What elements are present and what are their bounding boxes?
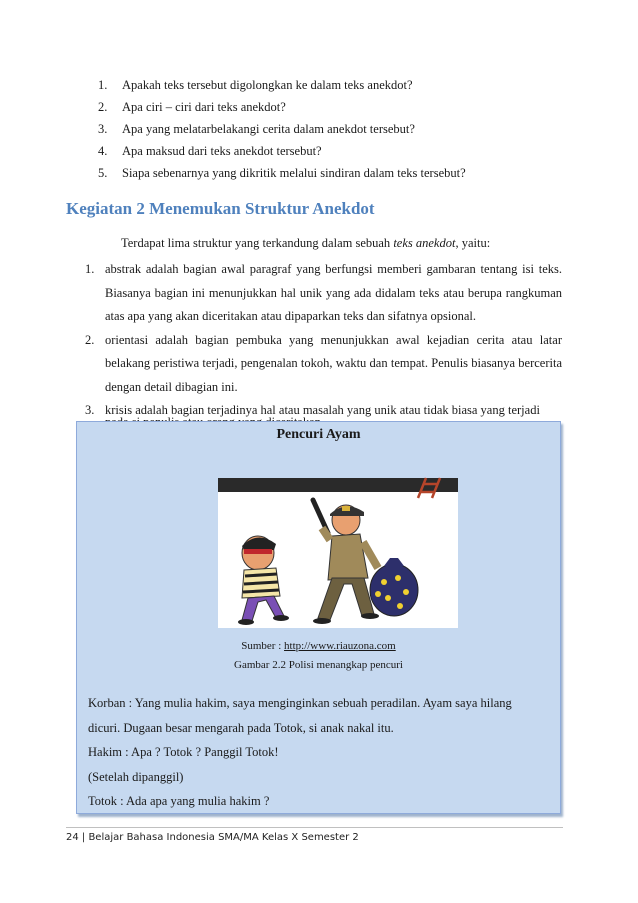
image-source [77, 640, 560, 652]
question-item [98, 96, 578, 118]
intro-text-end: , yaitu: [455, 236, 491, 250]
dialog-text [88, 691, 548, 814]
dialog-line: dicuri. Dugaan besar mengarah pada Totok, si anak nakal itu. [88, 720, 394, 735]
structure-text: abstrak adalah bagian awal paragraf yang berfungsi memberi gambaran tentang isi teks. Biasanya bagian ini menunjukkan hal unik yang ada didalam teks atau berupa rangkuman atas apa yang akan diceritakan atau dipaparkan teks dan sifatnya opsional. [105, 262, 562, 323]
structure-text: krisis adalah bagian terjadinya hal atau masalah yang unik atau tidak biasa yang terjadi [105, 403, 540, 417]
dialog-line: (Setelah dipanggil) [88, 769, 184, 784]
question-text: Apakah teks tersebut digolongkan ke dalam teks anekdot? [122, 78, 413, 92]
structure-item [85, 258, 562, 329]
question-item [98, 162, 578, 184]
question-number: 5. [98, 166, 108, 180]
question-item [98, 74, 578, 96]
figure-caption: Gambar 2.2 Polisi menangkap pencuri [234, 659, 403, 671]
question-number: 4. [98, 144, 108, 158]
structure-number: 2. [85, 332, 95, 347]
section-heading: Kegiatan 2 Menemukan Struktur Anekdot [66, 199, 375, 218]
intro-paragraph [121, 236, 490, 251]
dialog-line: Korban : Yang mulia hakim, saya menginginkan sebuah peradilan. Ayam saya hilang [88, 696, 512, 710]
question-text: Apa maksud dari teks anekdot tersebut? [122, 144, 322, 158]
dialog-line: Totok : Ada apa yang mulia hakim ? [88, 794, 270, 808]
intro-italic-term: teks anekdot [393, 236, 456, 250]
question-text: Apa yang melatarbelakangi cerita dalam anekdot tersebut? [122, 122, 415, 136]
intro-text: Terdapat lima struktur yang terkandung dalam sebuah [121, 236, 394, 250]
question-item [98, 140, 578, 162]
anecdote-box [76, 421, 561, 814]
structure-number: 1. [85, 262, 95, 276]
page-footer: 24 | Belajar Bahasa Indonesia SMA/MA Kelas X Semester 2 [66, 832, 359, 843]
structure-list [85, 258, 562, 423]
footer-divider [66, 827, 563, 828]
source-prefix: Sumber : [241, 640, 285, 652]
question-number: 3. [98, 122, 108, 136]
question-text: Siapa sebenarnya yang dikritik melalui sindiran dalam teks tersebut? [122, 166, 466, 180]
question-item [98, 118, 578, 140]
police-thief-illustration [218, 478, 458, 628]
question-list [98, 74, 578, 184]
question-number: 2. [98, 100, 108, 114]
structure-text: orientasi adalah bagian pembuka yang menunjukkan awal kejadian cerita atau latar belakang peristiwa terjadi, pengenalan tokoh, waktu dan tempat. Penulis biasanya bercerita dengan detail dibagian ini. [105, 332, 562, 394]
question-number: 1. [98, 78, 108, 92]
question-text: Apa ciri – ciri dari teks anekdot? [122, 100, 286, 114]
structure-number: 3. [85, 403, 95, 417]
dialog-line: Hakim : Apa ? Totok ? Panggil Totok! [88, 745, 279, 759]
source-link[interactable]: http://www.riauzona.com [284, 640, 396, 652]
structure-item [85, 329, 562, 400]
box-title: Pencuri Ayam [276, 427, 361, 442]
